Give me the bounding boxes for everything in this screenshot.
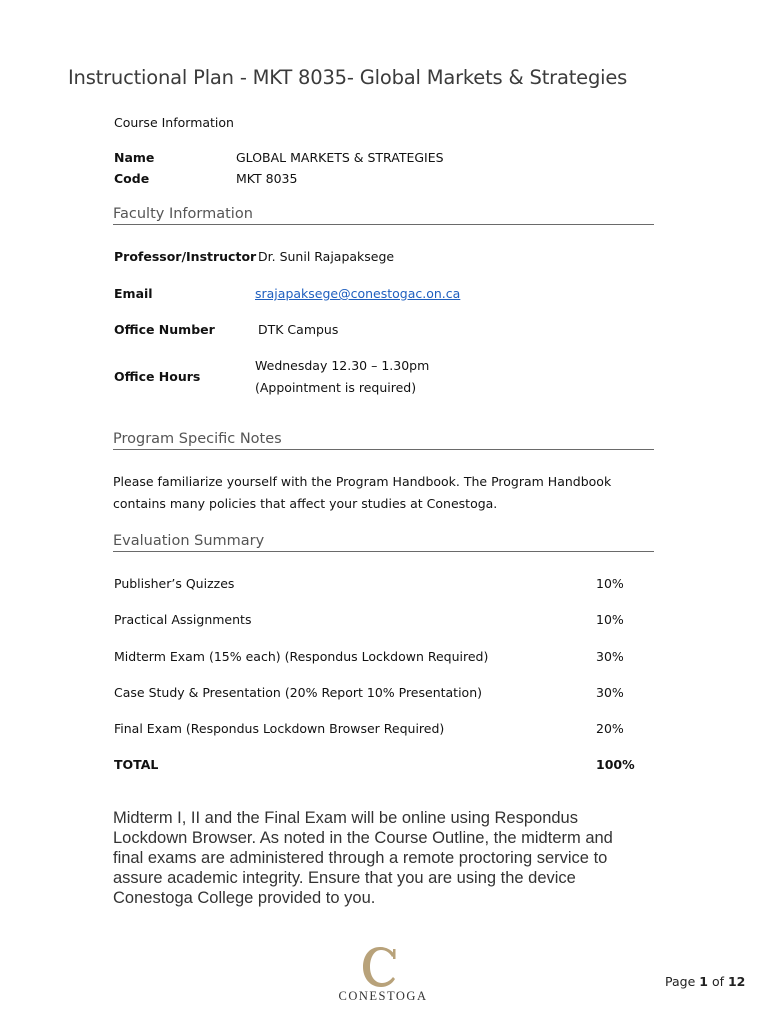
evaluation-item-label: Publisher’s Quizzes bbox=[114, 576, 235, 591]
email-link[interactable]: srajapaksege@conestogac.on.ca bbox=[255, 286, 461, 301]
exam-note-line: final exams are administered through a remote proctoring service to bbox=[113, 849, 608, 867]
course-information-heading: Course Information bbox=[114, 115, 234, 130]
professor-label: Professor/Instructor bbox=[114, 249, 257, 264]
of-word: of bbox=[711, 974, 724, 989]
faculty-information-heading: Faculty Information bbox=[113, 206, 654, 225]
office-number-value: DTK Campus bbox=[258, 322, 339, 337]
exam-note bbox=[113, 808, 643, 908]
evaluation-item-value: 20% bbox=[596, 721, 624, 736]
email-label: Email bbox=[114, 286, 153, 301]
program-notes-line1: Please familiarize yourself with the Program Handbook. The Program Handbook bbox=[113, 474, 612, 489]
evaluation-item-label: Case Study & Presentation (20% Report 10% Presentation) bbox=[114, 685, 483, 700]
professor-value: Dr. Sunil Rajapaksege bbox=[258, 249, 395, 264]
page-current: 1 bbox=[699, 974, 708, 989]
program-notes-line2: contains many policies that affect your studies at Conestoga. bbox=[113, 496, 498, 511]
office-hours-label: Office Hours bbox=[114, 369, 201, 384]
evaluation-item-label: Practical Assignments bbox=[114, 612, 252, 627]
evaluation-item-value: 10% bbox=[596, 612, 624, 627]
exam-note-line: Midterm I, II and the Final Exam will be online using Respondus bbox=[113, 809, 578, 827]
evaluation-item-label: Final Exam (Respondus Lockdown Browser Required) bbox=[114, 721, 445, 736]
program-notes-heading: Program Specific Notes bbox=[113, 431, 654, 450]
page-number bbox=[665, 974, 745, 989]
code-label: Code bbox=[114, 171, 150, 186]
name-label: Name bbox=[114, 150, 155, 165]
total-value: 100% bbox=[596, 757, 635, 772]
exam-note-line: Lockdown Browser. As noted in the Course Outline, the midterm and bbox=[113, 829, 613, 847]
conestoga-logo bbox=[333, 945, 433, 1005]
conestoga-c-mark-icon bbox=[333, 945, 433, 989]
office-hours-line2: (Appointment is required) bbox=[255, 380, 417, 395]
evaluation-item-value: 30% bbox=[596, 685, 624, 700]
exam-note-line: assure academic integrity. Ensure that you are using the device bbox=[113, 869, 576, 887]
evaluation-item-value: 10% bbox=[596, 576, 624, 591]
office-number-label: Office Number bbox=[114, 322, 215, 337]
evaluation-item-label: Midterm Exam (15% each) (Respondus Lockdown Required) bbox=[114, 649, 489, 664]
code-value: MKT 8035 bbox=[236, 171, 298, 186]
exam-note-line: Conestoga College provided to you. bbox=[113, 889, 376, 907]
page-word: Page bbox=[665, 974, 696, 989]
evaluation-item-value: 30% bbox=[596, 649, 624, 664]
evaluation-summary-heading: Evaluation Summary bbox=[113, 533, 654, 552]
name-value: GLOBAL MARKETS & STRATEGIES bbox=[236, 150, 444, 165]
page-total: 12 bbox=[727, 974, 746, 989]
logo-wordmark: CONESTOGA bbox=[338, 989, 428, 1003]
office-hours-line1: Wednesday 12.30 – 1.30pm bbox=[255, 358, 430, 373]
total-label: TOTAL bbox=[114, 757, 159, 772]
page-title: Instructional Plan - MKT 8035- Global Markets & Strategies bbox=[68, 66, 628, 89]
